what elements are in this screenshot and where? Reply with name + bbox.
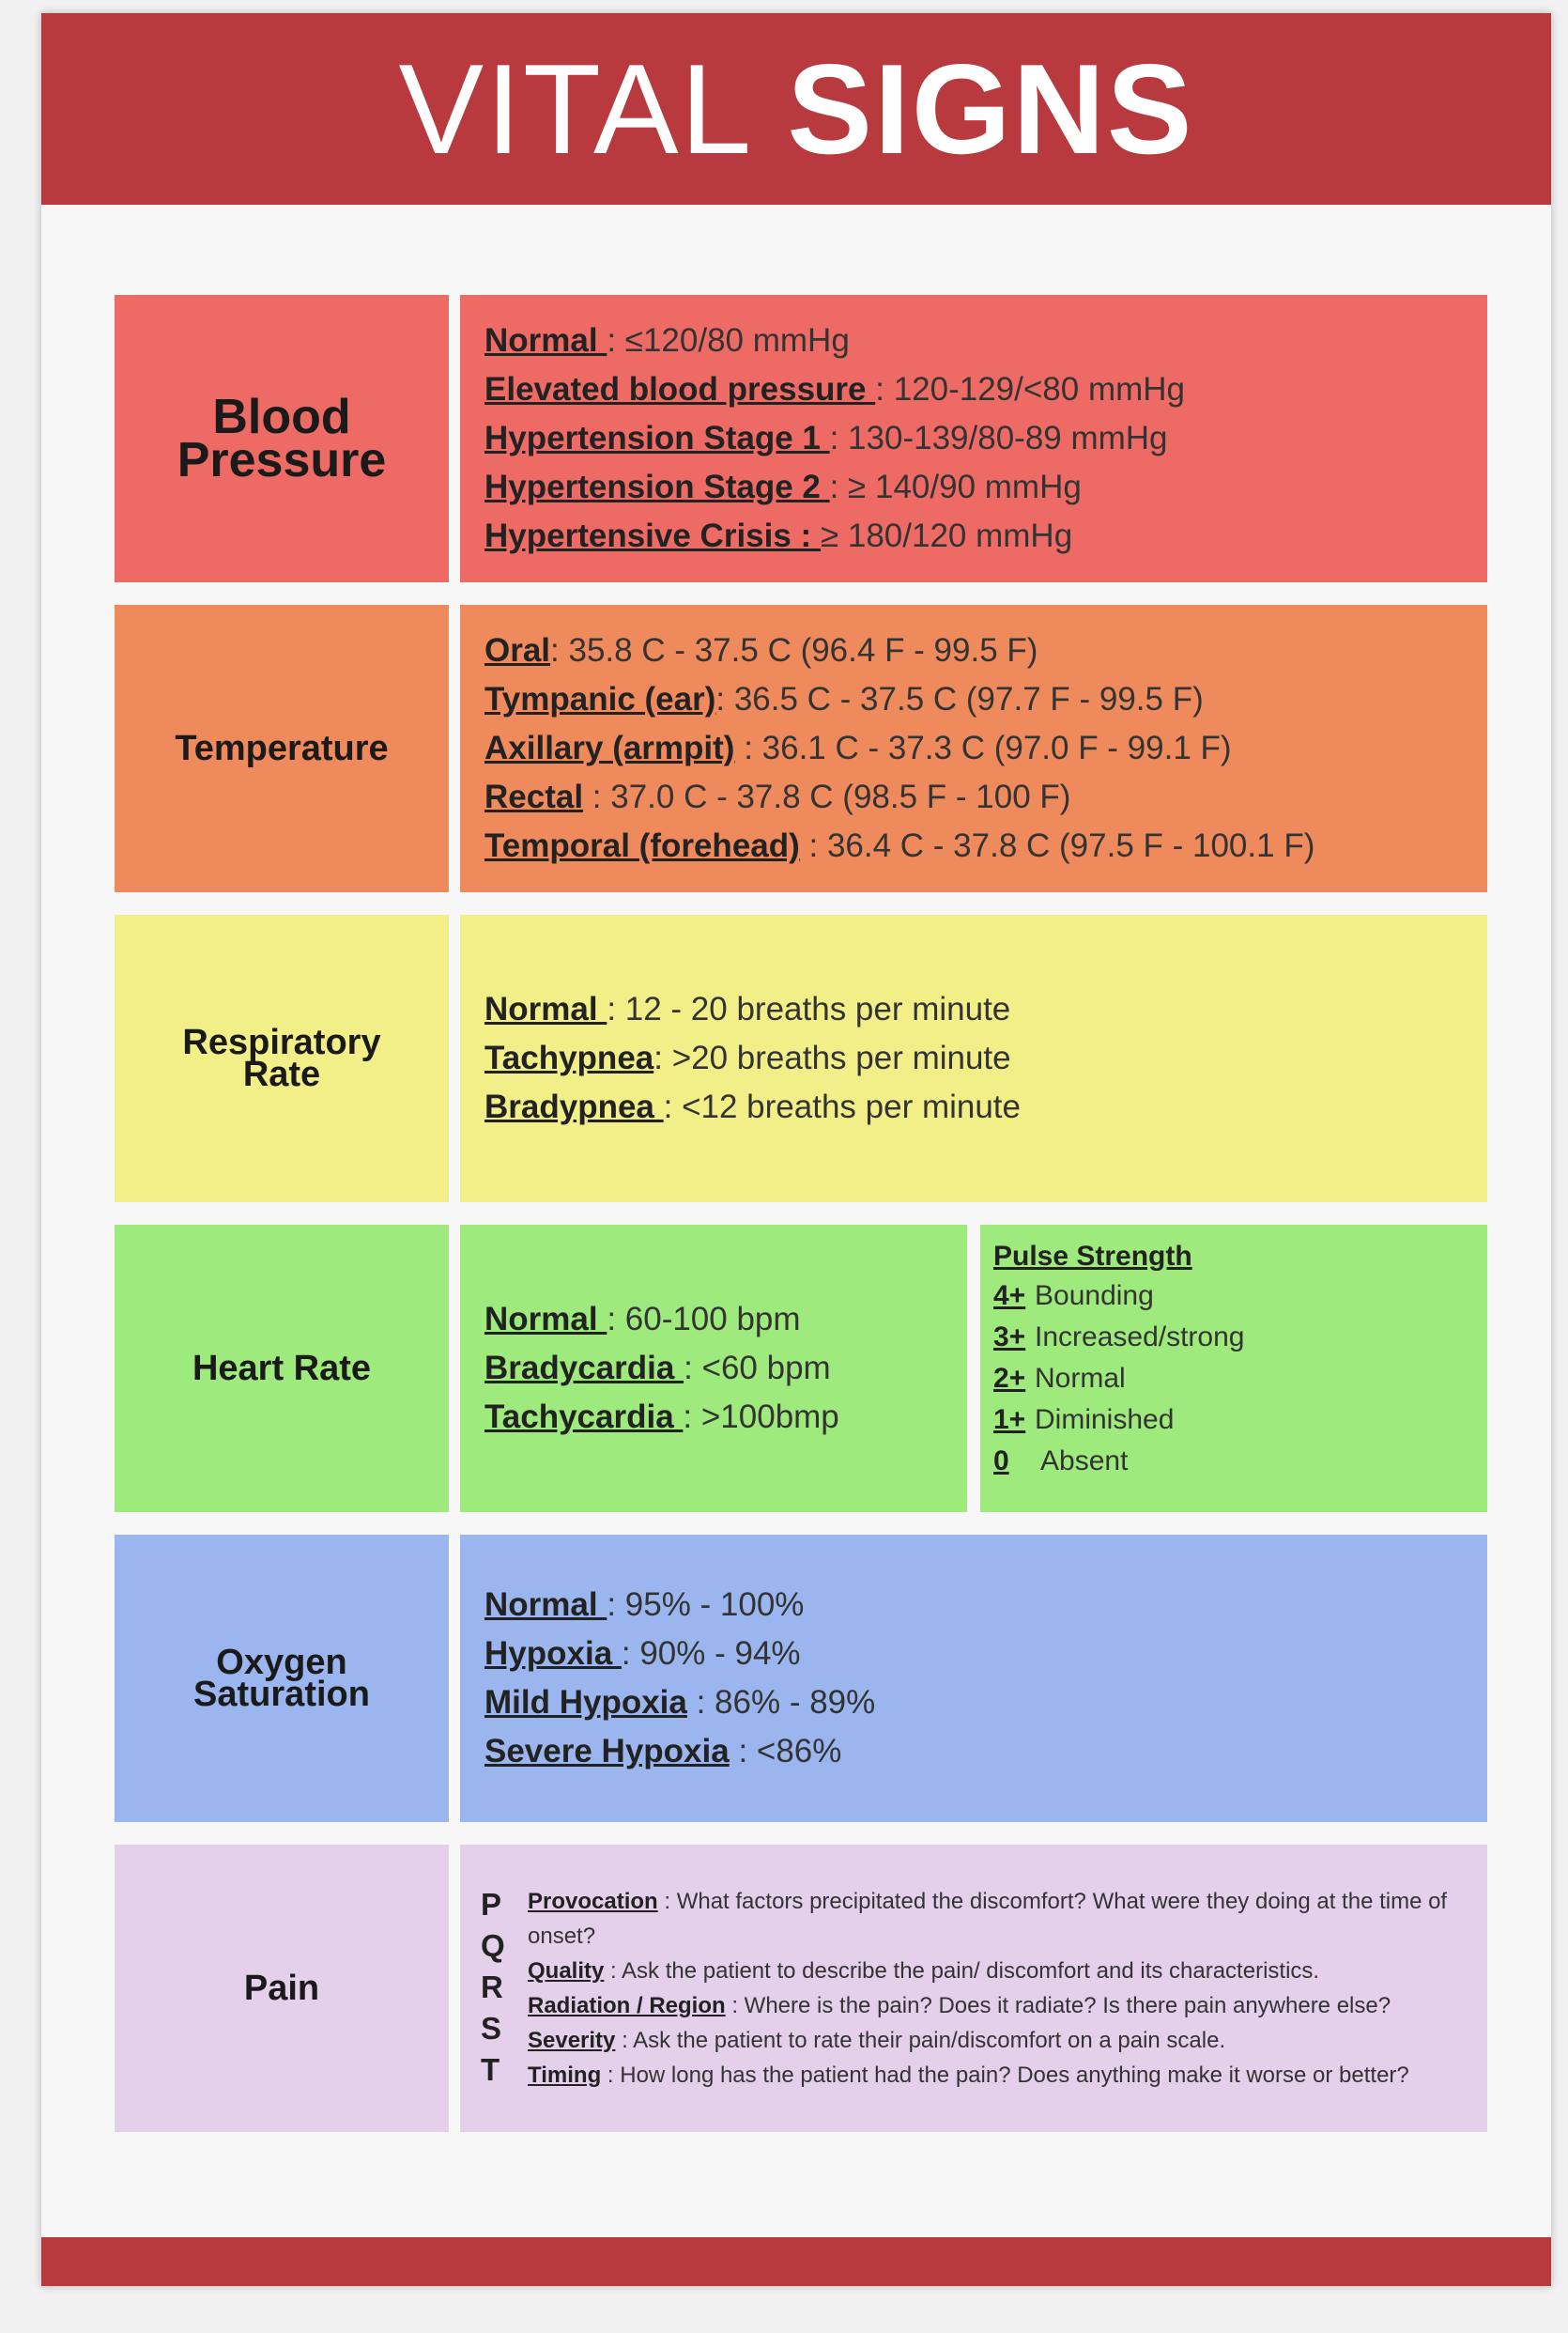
list-item: Bradypnea : <12 breaths per minute bbox=[484, 1089, 1021, 1125]
list-item: Provocation : What factors precipitated the discomfort? What were they doing at the time of onset? bbox=[528, 1889, 1448, 1949]
letter-r: R bbox=[481, 1970, 503, 2004]
pain-pqrst bbox=[460, 1845, 1487, 2132]
blood-pressure-row bbox=[115, 295, 1487, 582]
vital-signs-poster bbox=[41, 13, 1551, 2286]
pqrst-letters bbox=[481, 1884, 528, 2091]
list-item: 1+ Diminished bbox=[993, 1404, 1175, 1435]
temperature-label: Temperature bbox=[175, 729, 389, 768]
heart-rate-label: Heart Rate bbox=[192, 1349, 372, 1388]
title-light: VITAL bbox=[398, 38, 754, 180]
letter-s: S bbox=[481, 2011, 502, 2046]
blood-pressure-ranges bbox=[460, 295, 1487, 582]
pulse-strength-title: Pulse Strength bbox=[993, 1241, 1192, 1272]
list-item: Rectal : 37.0 C - 37.8 C (98.5 F - 100 F) bbox=[484, 779, 1071, 815]
oxygen-saturation-ranges bbox=[460, 1535, 1487, 1822]
heart-rate-ranges bbox=[460, 1225, 967, 1512]
respiratory-rate-label: Respiratory Rate bbox=[182, 1023, 381, 1094]
pain-label: Pain bbox=[243, 1969, 320, 2008]
list-item: Tympanic (ear): 36.5 C - 37.5 C (97.7 F - 99.5 F) bbox=[484, 681, 1204, 718]
list-item: Severity : Ask the patient to rate their pain/discomfort on a pain scale. bbox=[528, 2028, 1226, 2053]
list-item: Hypoxia : 90% - 94% bbox=[484, 1635, 801, 1672]
letter-p: P bbox=[481, 1887, 502, 1922]
pqrst-list bbox=[481, 1884, 1487, 2093]
footer-banner bbox=[41, 2237, 1551, 2286]
list-item: 3+ Increased/strong bbox=[993, 1321, 1245, 1352]
list-item: Normal : 95% - 100% bbox=[484, 1586, 805, 1623]
list-item: 2+ Normal bbox=[993, 1363, 1126, 1394]
oxygen-saturation-label-cell bbox=[115, 1535, 449, 1822]
list-item: Tachypnea: >20 breaths per minute bbox=[484, 1040, 1011, 1076]
blood-pressure-label-cell bbox=[115, 295, 449, 582]
list-item: Temporal (forehead) : 36.4 C - 37.8 C (97.5 F - 100.1 F) bbox=[484, 827, 1315, 864]
pain-row bbox=[115, 1845, 1487, 2132]
title-bold: SIGNS bbox=[787, 38, 1194, 180]
title-banner bbox=[41, 13, 1551, 205]
oxygen-saturation-row bbox=[115, 1535, 1487, 1822]
list-item: 4+ Bounding bbox=[993, 1280, 1154, 1311]
oxygen-saturation-label: Oxygen Saturation bbox=[193, 1643, 370, 1714]
list-item: Axillary (armpit) : 36.1 C - 37.3 C (97.0 F - 99.1 F) bbox=[484, 730, 1232, 766]
list-item: Mild Hypoxia : 86% - 89% bbox=[484, 1684, 876, 1721]
list-item: Elevated blood pressure : 120-129/<80 mmHg bbox=[484, 371, 1186, 408]
list-item: Normal : ≤120/80 mmHg bbox=[484, 322, 850, 359]
respiratory-rate-ranges bbox=[460, 915, 1487, 1202]
blood-pressure-label: Blood Pressure bbox=[177, 390, 387, 487]
temperature-row bbox=[115, 605, 1487, 892]
list-item: Hypertension Stage 1 : 130-139/80-89 mmHg bbox=[484, 420, 1168, 456]
list-item: 0 Absent bbox=[993, 1445, 1129, 1476]
letter-t: T bbox=[481, 2052, 500, 2087]
list-item: Severe Hypoxia : <86% bbox=[484, 1733, 842, 1769]
pulse-strength-panel bbox=[980, 1225, 1487, 1512]
heart-rate-row bbox=[115, 1225, 1487, 1512]
heart-rate-label-cell bbox=[115, 1225, 449, 1512]
pain-label-cell bbox=[115, 1845, 449, 2132]
temperature-ranges bbox=[460, 605, 1487, 892]
list-item: Normal : 60-100 bpm bbox=[484, 1301, 801, 1337]
list-item: Hypertensive Crisis : ≥ 180/120 mmHg bbox=[484, 518, 1073, 554]
list-item: Bradycardia : <60 bpm bbox=[484, 1350, 831, 1386]
list-item: Timing : How long has the patient had the pain? Does anything make it worse or better? bbox=[528, 2063, 1409, 2088]
respiratory-rate-label-cell bbox=[115, 915, 449, 1202]
list-item: Hypertension Stage 2 : ≥ 140/90 mmHg bbox=[484, 469, 1082, 505]
pqrst-descriptions bbox=[528, 1884, 1476, 2093]
letter-q: Q bbox=[481, 1928, 505, 1963]
list-item: Quality : Ask the patient to describe the pain/ discomfort and its characteristics. bbox=[528, 1958, 1320, 1984]
list-item: Tachycardia : >100bmp bbox=[484, 1398, 839, 1435]
list-item: Radiation / Region : Where is the pain? Does it radiate? Is there pain anywhere else? bbox=[528, 1993, 1391, 2018]
list-item: Normal : 12 - 20 breaths per minute bbox=[484, 991, 1011, 1027]
list-item: Oral: 35.8 C - 37.5 C (96.4 F - 99.5 F) bbox=[484, 632, 1038, 669]
temperature-label-cell bbox=[115, 605, 449, 892]
respiratory-rate-row bbox=[115, 915, 1487, 1202]
